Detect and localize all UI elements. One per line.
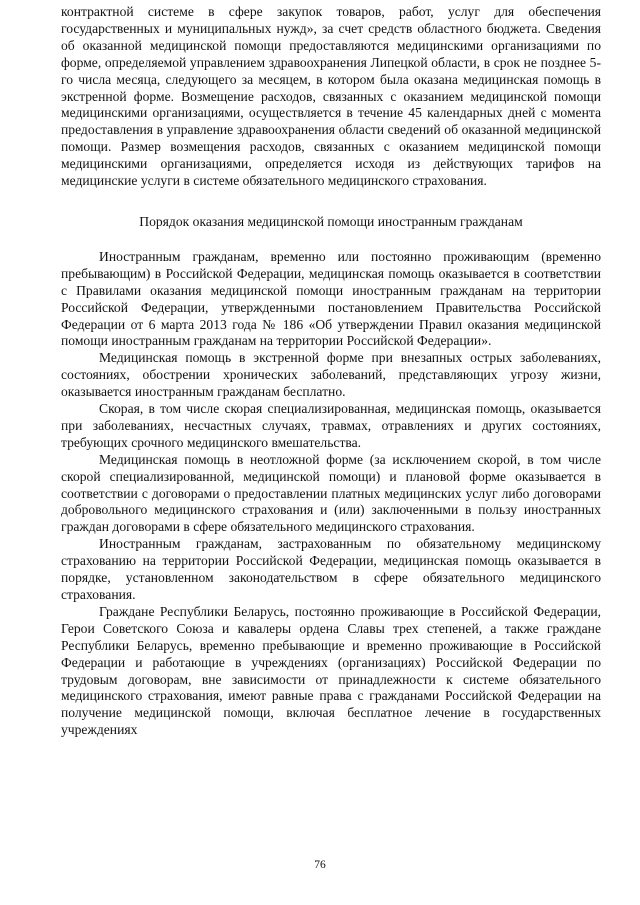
paragraph-belarus-citizens: Граждане Республики Беларусь, постоянно проживающие в Российской Федерации, Герои Советского Союза и кавалеры ордена Славы трех степеней, а также граждане Республики Беларусь, временно пребывающие и временно проживающие в Российской Федерации и работающие в учреждениях (организациях) Российской Федерации по трудовым договорам, вне зависимости от принадлежности к системе обязательного медицинского страхования, имеют равные права с гражданами Российской Федерации на получение медицинской помощи, включая бесплатное лечение в государственных учреждениях [61, 603, 601, 738]
paragraph-urgent-planned-care: Медицинская помощь в неотложной форме (за исключением скорой, в том числе скорой специализированной, медицинской помощи) и плановой форме оказывается в соответствии с договорами о предоставлении платных медицинских услуг либо договорами добровольного медицинского страхования и (или) заключенными в пользу иностранных граждан договорами в сфере обязательного медицинского страхования. [61, 451, 601, 535]
paragraph-ambulance-care: Скорая, в том числе скорая специализированная, медицинская помощь, оказывается при заболеваниях, несчастных случаях, травмах, отравлениях и других состояниях, требующих срочного медицинского вмешательства. [61, 401, 601, 450]
paragraph-foreign-citizens-rules: Иностранным гражданам, временно или постоянно проживающим (временно пребывающим) в Российской Федерации, медицинская помощь оказывается в соответствии с Правилами оказания медицинской помощи иностранным гражданам на территории Российской Федерации, утвержденными постановлением Правительства Российской Федерации от 6 марта 2013 года № 186 «Об утверждении Правил оказания медицинской помощи иностранным гражданам на территории Российской Федерации». [61, 248, 601, 349]
page-body [61, 4, 601, 739]
paragraph-emergency-care: Медицинская помощь в экстренной форме при внезапных острых заболеваниях, состояниях, обострении хронических заболеваний, представляющих угрозу жизни, оказывается иностранным гражданам бесплатно. [61, 350, 601, 400]
paragraph-insured-foreigners: Иностранным гражданам, застрахованным по обязательному медицинскому страхованию на территории Российской Федерации, медицинская помощь оказывается в порядке, установленном законодательством в сфере обязательного медицинского страхования. [61, 536, 601, 602]
section-heading: Порядок оказания медицинской помощи иностранным гражданам [139, 213, 523, 229]
continuation-paragraph: контрактной системе в сфере закупок товаров, работ, услуг для обеспечения государственных и муниципальных нужд», за счет средств областного бюджета. Сведения об оказанной медицинской помощи предоставляются медицинскими организациями по форме, определяемой управлением здравоохранения Липецкой области, в срок не позднее 5-го числа месяца, следующего за месяцем, в котором была оказана медицинская помощь в экстренной форме. Возмещение расходов, связанных с оказанием медицинской помощи медицинскими организациями, осуществляется в течение 45 календарных дней с момента предоставления в управление здравоохранения области сведений об оказанной медицинской помощи. Размер возмещения расходов, связанных с оказанием медицинской помощи медицинскими организациями, определяется исходя из действующих тарифов на медицинские услуги в системе обязательного медицинского страхования. [61, 4, 601, 189]
page-number: 76 [314, 859, 326, 871]
